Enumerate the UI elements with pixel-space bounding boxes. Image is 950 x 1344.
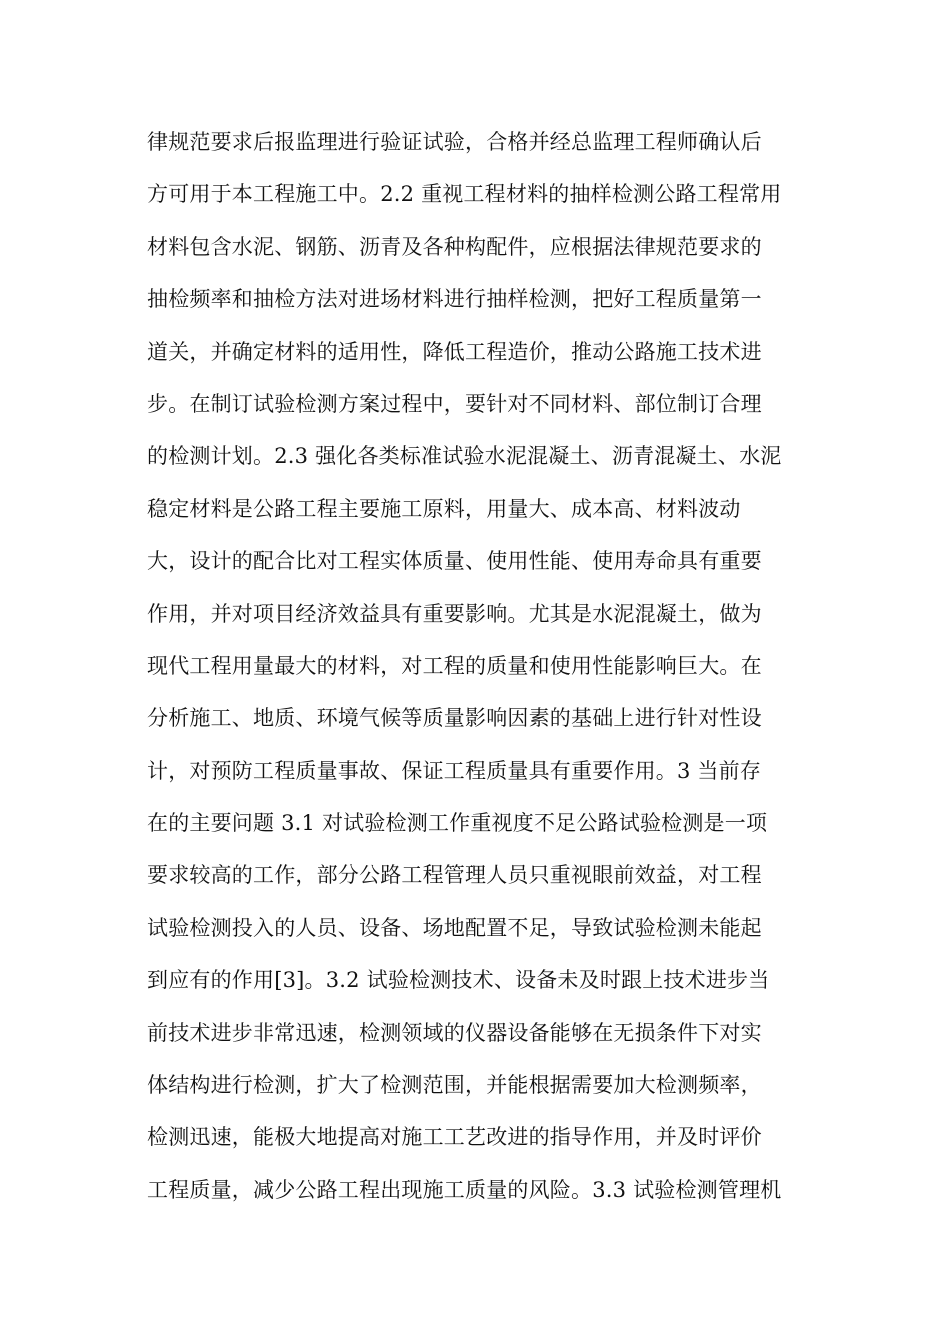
text-line: 工程质量，减少公路工程出现施工质量的风险。3.3 试验检测管理机: [147, 1177, 782, 1202]
body-text: [147, 116, 817, 1216]
text-line: 要求较高的工作，部分公路工程管理人员只重视眼前效益，对工程: [147, 863, 762, 888]
text-line: 在的主要问题 3.1 对试验检测工作重视度不足公路试验检测是一项: [147, 811, 768, 836]
text-line: 检测迅速，能极大地提高对施工工艺改进的指导作用，并及时评价: [147, 1125, 762, 1150]
text-line: 分析施工、地质、环境气候等质量影响因素的基础上进行针对性设: [147, 706, 762, 731]
text-line: 方可用于本工程施工中。2.2 重视工程材料的抽样检测公路工程常用: [147, 182, 782, 207]
text-line: 抽检频率和抽检方法对进场材料进行抽样检测，把好工程质量第一: [147, 287, 762, 312]
text-line: 道关，并确定材料的适用性，降低工程造价，推动公路施工技术进: [147, 339, 762, 364]
text-line: 大，设计的配合比对工程实体质量、使用性能、使用寿命具有重要: [147, 549, 762, 574]
text-line: 材料包含水泥、钢筋、沥青及各种构配件，应根据法律规范要求的: [147, 234, 762, 259]
text-line: 步。在制订试验检测方案过程中，要针对不同材料、部位制订合理: [147, 391, 762, 416]
text-line: 稳定材料是公路工程主要施工原料，用量大、成本高、材料波动: [147, 496, 741, 521]
text-line: 律规范要求后报监理进行验证试验，合格并经总监理工程师确认后: [147, 130, 762, 154]
text-line: 体结构进行检测，扩大了检测范围，并能根据需要加大检测频率，: [147, 1073, 762, 1098]
text-line: 到应有的作用[3]。3.2 试验检测技术、设备未及时跟上技术进步当: [147, 968, 770, 993]
text-line: 计，对预防工程质量事故、保证工程质量具有重要作用。3 当前存: [147, 758, 762, 783]
text-line: 前技术进步非常迅速，检测领域的仪器设备能够在无损条件下对实: [147, 1020, 762, 1045]
text-line: 的检测计划。2.3 强化各类标准试验水泥混凝土、沥青混凝土、水泥: [147, 444, 782, 469]
text-line: 作用，并对项目经济效益具有重要影响。尤其是水泥混凝土，做为: [147, 601, 762, 626]
text-line: 现代工程用量最大的材料，对工程的质量和使用性能影响巨大。在: [147, 653, 762, 678]
text-line: 试验检测投入的人员、设备、场地配置不足，导致试验检测未能起: [147, 915, 762, 940]
